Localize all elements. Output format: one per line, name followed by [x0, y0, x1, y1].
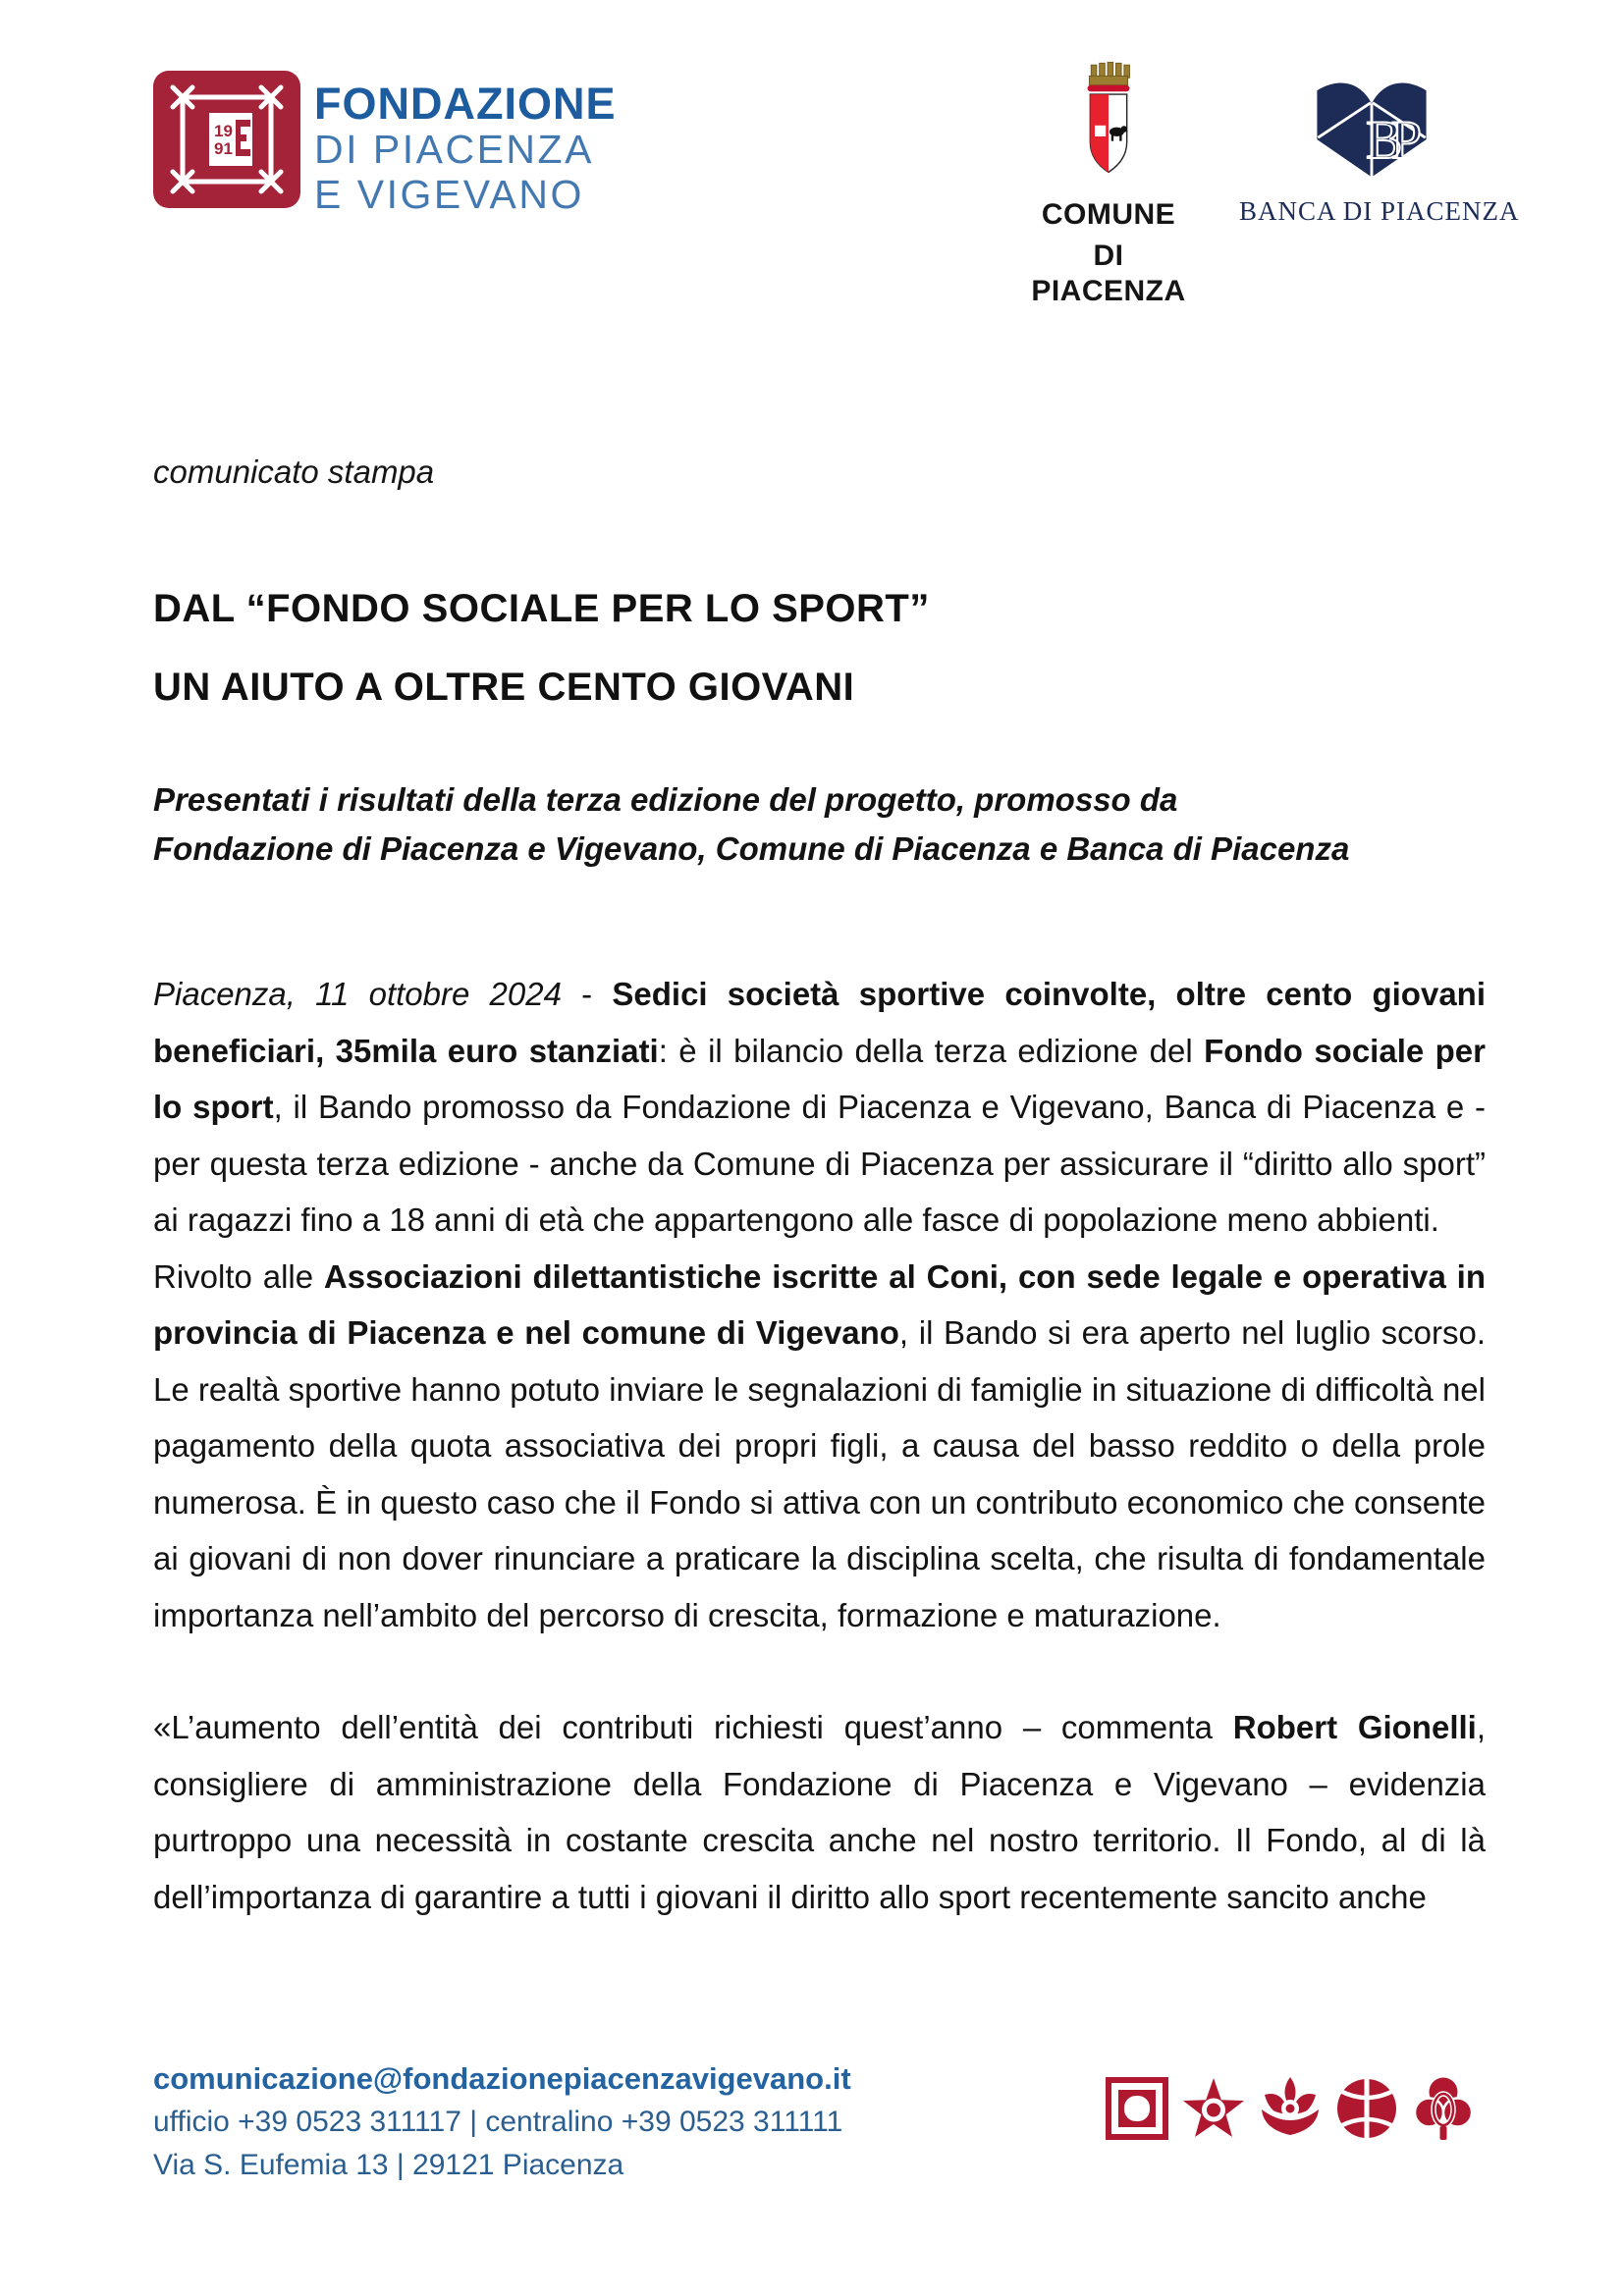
lotus-icon — [1259, 2073, 1322, 2144]
footer-pictograms — [1106, 2073, 1475, 2144]
paragraph-3: «L’aumento dell’entità dei contributi richiesti quest’anno – commenta Robert Gionelli, consigliere di amministrazione della Fondazione di Piacenza e Vigevano – evidenzia purtroppo una necessità in costante crescita anche nel nostro territorio. Il Fondo, al di là dell’importanza di garantire a tutti i giovani il diritto allo sport recentemente sancito anche — [153, 1709, 1486, 1915]
paragraph-1: Piacenza, 11 ottobre 2024 - Sedici società sportive coinvolte, oltre cento giovani beneficiari, 35mila euro stanziati: è il bilancio della terza edizione del Fondo sociale per lo sport, il Bando promosso da Fondazione di Piacenza e Vigevano, Banca di Piacenza e - per questa terza edizione - anche da Comune di Piacenza per assicurare il “diritto allo sport” ai ragazzi fino a 18 anni di età che appartengono alle fasce di popolazione meno abbienti. — [153, 976, 1487, 1238]
square-frame-icon — [1106, 2073, 1168, 2144]
comune-di-piacenza-logo — [1017, 54, 1200, 309]
fondazione-wordmark — [314, 80, 617, 217]
comune-coat-of-arms-icon — [1061, 54, 1156, 191]
paragraph-2: Rivolto alle Associazioni dilettantistiche iscritte al Coni, con sede legale e operativa in provincia di Piacenza e nel comune di Vigevano, il Bando si era aperto nel luglio scorso. Le realtà sportive hanno potuto inviare le segnalazioni di famiglie in situazione di difficoltà nel pagamento della quota associativa dei propri figli, a causa del basso reddito o della prole numerosa. È in questo caso che il Fondo si attiva con un contributo economico che consente ai giovani di non dover rinunciare a praticare la disciplina scelta, che risulta di fondamentale importanza nell’ambito del percorso di crescita, formazione e maturazione. — [153, 1257, 1486, 1633]
wordmark-line-1: FONDAZIONE — [314, 79, 617, 129]
subtitle-line-1: Presentati i risultati della terza edizione del progetto, promosso da — [153, 781, 1178, 818]
crown-band — [1088, 85, 1130, 92]
banca-name: BANCA DI PIACENZA — [1239, 196, 1520, 226]
banca-monogram: BP — [1366, 110, 1411, 172]
fondazione-piacenza-vigevano-logo-icon — [153, 71, 300, 208]
banca-open-book-icon — [1303, 74, 1440, 187]
wordmark-line-2: DI PIACENZA — [314, 127, 594, 172]
title-line-2: UN AIUTO A OLTRE CENTO GIOVANI — [153, 666, 855, 709]
footer-email-link[interactable]: comunicazione@fondazionepiacenzavigevano.it — [153, 2061, 851, 2096]
logo-year-top: 19 — [214, 122, 233, 140]
comune-name-line-2: DI PIACENZA — [1031, 240, 1186, 307]
globe-icon — [1335, 2073, 1398, 2144]
banca-di-piacenza-logo — [1239, 74, 1520, 227]
footer-phones: ufficio +39 0523 311117 | centralino +39 0523 311111 — [153, 2106, 843, 2138]
subtitle-line-2: Fondazione di Piacenza e Vigevano, Comune di Piacenza e Banca di Piacenza — [153, 830, 1350, 867]
shield-square — [1095, 126, 1106, 136]
article-body — [153, 966, 1486, 1925]
kicker-comunicato-stampa: comunicato stampa — [153, 454, 435, 490]
crown-icon — [1089, 62, 1129, 84]
logo-year-bottom: 91 — [214, 139, 233, 158]
wordmark-line-3: E VIGEVANO — [314, 172, 584, 217]
comune-name-line-1: COMUNE — [1041, 198, 1176, 231]
star-icon — [1182, 2073, 1245, 2144]
footer-contact — [153, 2057, 851, 2187]
title-line-1: DAL “FONDO SOCIALE PER LO SPORT” — [153, 587, 930, 630]
footer-address: Via S. Eufemia 13 | 29121 Piacenza — [153, 2149, 624, 2181]
tree-icon — [1412, 2073, 1475, 2144]
subtitle — [153, 775, 1489, 874]
page-title — [153, 569, 1489, 726]
